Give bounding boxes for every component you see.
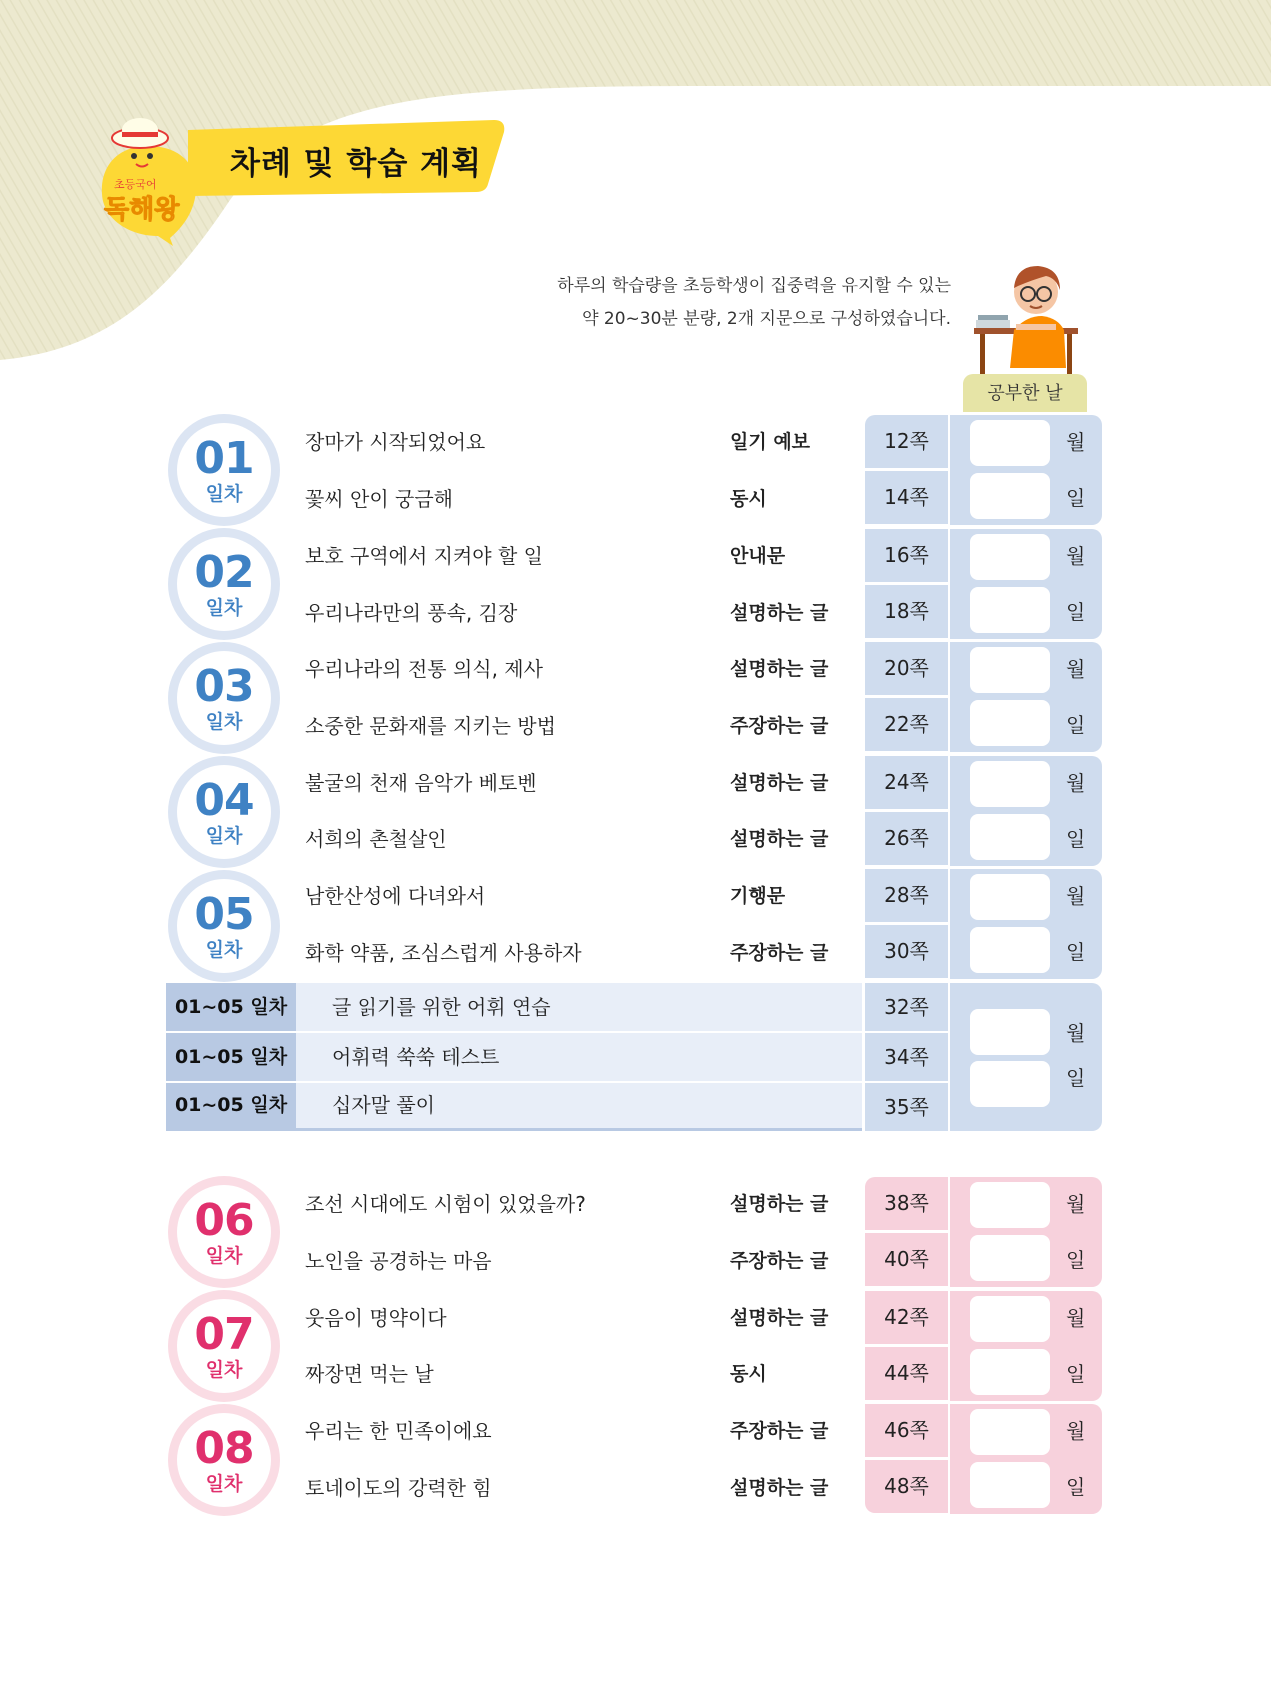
day-label: 일 [1066, 600, 1086, 624]
day-badge-07 [168, 1290, 280, 1402]
lesson-title: 우리나라의 전통 의식, 제사 [305, 657, 543, 681]
lesson-genre: 주장하는 글 [730, 1250, 829, 1272]
lesson-genre: 주장하는 글 [730, 1420, 829, 1442]
day-label: 일 [1066, 1362, 1086, 1386]
day-input[interactable] [970, 587, 1050, 633]
page-number: 28쪽 [865, 869, 948, 922]
day-input[interactable] [970, 1235, 1050, 1281]
day-badge-01 [168, 414, 280, 526]
page-number: 48쪽 [865, 1460, 948, 1513]
day-number: 08 [194, 1423, 254, 1474]
review-tag: 01~05 일차 [166, 983, 296, 1031]
lesson-title: 장마가 시작되었어요 [305, 430, 486, 454]
lesson-genre: 동시 [730, 1363, 767, 1385]
month-input[interactable] [970, 647, 1050, 693]
month-label: 월 [1066, 430, 1086, 454]
day-badge-05 [168, 870, 280, 982]
study-date-day-01 [950, 415, 1102, 525]
review-title: 십자말 풀이 [332, 1093, 435, 1117]
lesson-genre: 설명하는 글 [730, 602, 829, 624]
day-badge-06 [168, 1176, 280, 1288]
lesson-genre: 주장하는 글 [730, 715, 829, 737]
day-label: 일 [1066, 1066, 1086, 1090]
lesson-title: 소중한 문화재를 지키는 방법 [305, 714, 556, 738]
page-number: 30쪽 [865, 925, 948, 978]
lesson-genre: 설명하는 글 [730, 1307, 829, 1329]
day-input[interactable] [970, 700, 1050, 746]
study-date-day-04 [950, 756, 1102, 866]
day-suffix: 일차 [205, 711, 243, 733]
lesson-title: 불굴의 천재 음악가 베토벤 [305, 771, 537, 795]
day-number: 01 [194, 433, 254, 484]
study-date-day-06 [950, 1177, 1102, 1287]
logo-small-text: 초등국어 [114, 178, 157, 191]
review-row [166, 1083, 862, 1128]
month-input[interactable] [970, 1182, 1050, 1228]
study-date-day-03 [950, 642, 1102, 752]
month-input[interactable] [970, 1009, 1050, 1055]
lesson-genre: 설명하는 글 [730, 1477, 829, 1499]
studying-boy-illustration [972, 258, 1080, 378]
lesson-genre: 안내문 [730, 545, 786, 567]
month-label: 월 [1066, 1306, 1086, 1330]
page-number: 14쪽 [865, 471, 948, 524]
day-input[interactable] [970, 1349, 1050, 1395]
day-suffix: 일차 [205, 939, 243, 961]
review-row [166, 983, 862, 1031]
month-label: 월 [1066, 1021, 1086, 1045]
month-label: 월 [1066, 657, 1086, 681]
month-input[interactable] [970, 1409, 1050, 1455]
intro-line-1: 하루의 학습량을 초등학생이 집중력을 유지할 수 있는 [557, 276, 951, 296]
page-number: 26쪽 [865, 812, 948, 865]
day-badge-02 [168, 528, 280, 640]
lesson-title: 서희의 촌철살인 [305, 827, 447, 851]
day-label: 일 [1066, 1248, 1086, 1272]
lesson-genre: 주장하는 글 [730, 942, 829, 964]
study-date-day-05 [950, 869, 1102, 979]
month-input[interactable] [970, 1296, 1050, 1342]
month-label: 월 [1066, 1192, 1086, 1216]
page-number: 12쪽 [865, 415, 948, 468]
month-input[interactable] [970, 874, 1050, 920]
month-input[interactable] [970, 761, 1050, 807]
review-tag: 01~05 일차 [166, 1033, 296, 1081]
lesson-title: 화학 약품, 조심스럽게 사용하자 [305, 941, 582, 965]
day-number: 04 [194, 775, 254, 826]
page-number: 18쪽 [865, 585, 948, 638]
intro-line-2: 약 20~30분 분량, 2개 지문으로 구성하였습니다. [582, 309, 951, 329]
day-suffix: 일차 [205, 825, 243, 847]
page-number: 42쪽 [865, 1291, 948, 1344]
lesson-title: 조선 시대에도 시험이 있었을까? [305, 1192, 586, 1216]
day-label: 일 [1066, 486, 1086, 510]
day-badge-03 [168, 642, 280, 754]
lesson-genre: 설명하는 글 [730, 1193, 829, 1215]
day-suffix: 일차 [205, 483, 243, 505]
review-title: 글 읽기를 위한 어휘 연습 [332, 995, 551, 1019]
lesson-title: 우리나라만의 풍속, 김장 [305, 601, 518, 625]
day-suffix: 일차 [205, 1473, 243, 1495]
day-input[interactable] [970, 927, 1050, 973]
day-suffix: 일차 [205, 1359, 243, 1381]
studied-day-header: 공부한 날 [963, 374, 1087, 412]
review-title: 어휘력 쑥쑥 테스트 [332, 1045, 500, 1069]
day-number: 07 [194, 1309, 254, 1360]
day-suffix: 일차 [205, 1245, 243, 1267]
divider [166, 1128, 862, 1131]
day-number: 05 [194, 889, 254, 940]
day-input[interactable] [970, 1462, 1050, 1508]
month-input[interactable] [970, 420, 1050, 466]
lesson-title: 보호 구역에서 지켜야 할 일 [305, 544, 543, 568]
day-badge-04 [168, 756, 280, 868]
dokhaewang-logo [98, 106, 198, 246]
page-number: 24쪽 [865, 756, 948, 809]
day-label: 일 [1066, 827, 1086, 851]
page-number: 35쪽 [865, 1083, 948, 1131]
day-input[interactable] [970, 814, 1050, 860]
page-number: 38쪽 [865, 1177, 948, 1230]
day-badge-08 [168, 1404, 280, 1516]
page-number: 44쪽 [865, 1347, 948, 1400]
page-number: 40쪽 [865, 1233, 948, 1286]
study-date-review [950, 983, 1102, 1131]
day-suffix: 일차 [205, 597, 243, 619]
day-label: 일 [1066, 1475, 1086, 1499]
page-number: 16쪽 [865, 529, 948, 582]
study-date-day-08 [950, 1404, 1102, 1514]
review-row [166, 1033, 862, 1081]
day-input[interactable] [970, 473, 1050, 519]
page-number: 34쪽 [865, 1033, 948, 1081]
month-label: 월 [1066, 1419, 1086, 1443]
lesson-title: 짜장면 먹는 날 [305, 1362, 434, 1386]
lesson-genre: 설명하는 글 [730, 828, 829, 850]
lesson-title: 우리는 한 민족이에요 [305, 1419, 492, 1443]
page-title: 차례 및 학습 계획 [230, 146, 482, 182]
lesson-title: 웃음이 명약이다 [305, 1306, 447, 1330]
day-number: 02 [194, 547, 254, 598]
day-label: 일 [1066, 713, 1086, 737]
page-number: 46쪽 [865, 1404, 948, 1457]
lesson-genre: 설명하는 글 [730, 772, 829, 794]
logo-big-text: 독해왕 [104, 195, 180, 225]
lesson-genre: 동시 [730, 488, 767, 510]
review-tag: 01~05 일차 [166, 1083, 296, 1128]
page-number: 32쪽 [865, 983, 948, 1031]
study-date-day-02 [950, 529, 1102, 639]
month-input[interactable] [970, 534, 1050, 580]
day-number: 06 [194, 1195, 254, 1246]
lesson-genre: 기행문 [730, 885, 786, 907]
page-number: 22쪽 [865, 698, 948, 751]
study-date-day-07 [950, 1291, 1102, 1401]
month-label: 월 [1066, 544, 1086, 568]
lesson-title: 토네이도의 강력한 힘 [305, 1476, 492, 1500]
lesson-title: 노인을 공경하는 마음 [305, 1249, 492, 1273]
day-input[interactable] [970, 1061, 1050, 1107]
lesson-title: 남한산성에 다녀와서 [305, 884, 486, 908]
day-number: 03 [194, 661, 254, 712]
page-number: 20쪽 [865, 642, 948, 695]
lesson-genre: 설명하는 글 [730, 658, 829, 680]
month-label: 월 [1066, 884, 1086, 908]
lesson-genre: 일기 예보 [730, 431, 811, 453]
intro-text [557, 270, 951, 336]
month-label: 월 [1066, 771, 1086, 795]
day-label: 일 [1066, 940, 1086, 964]
lesson-title: 꽃씨 안이 궁금해 [305, 487, 453, 511]
